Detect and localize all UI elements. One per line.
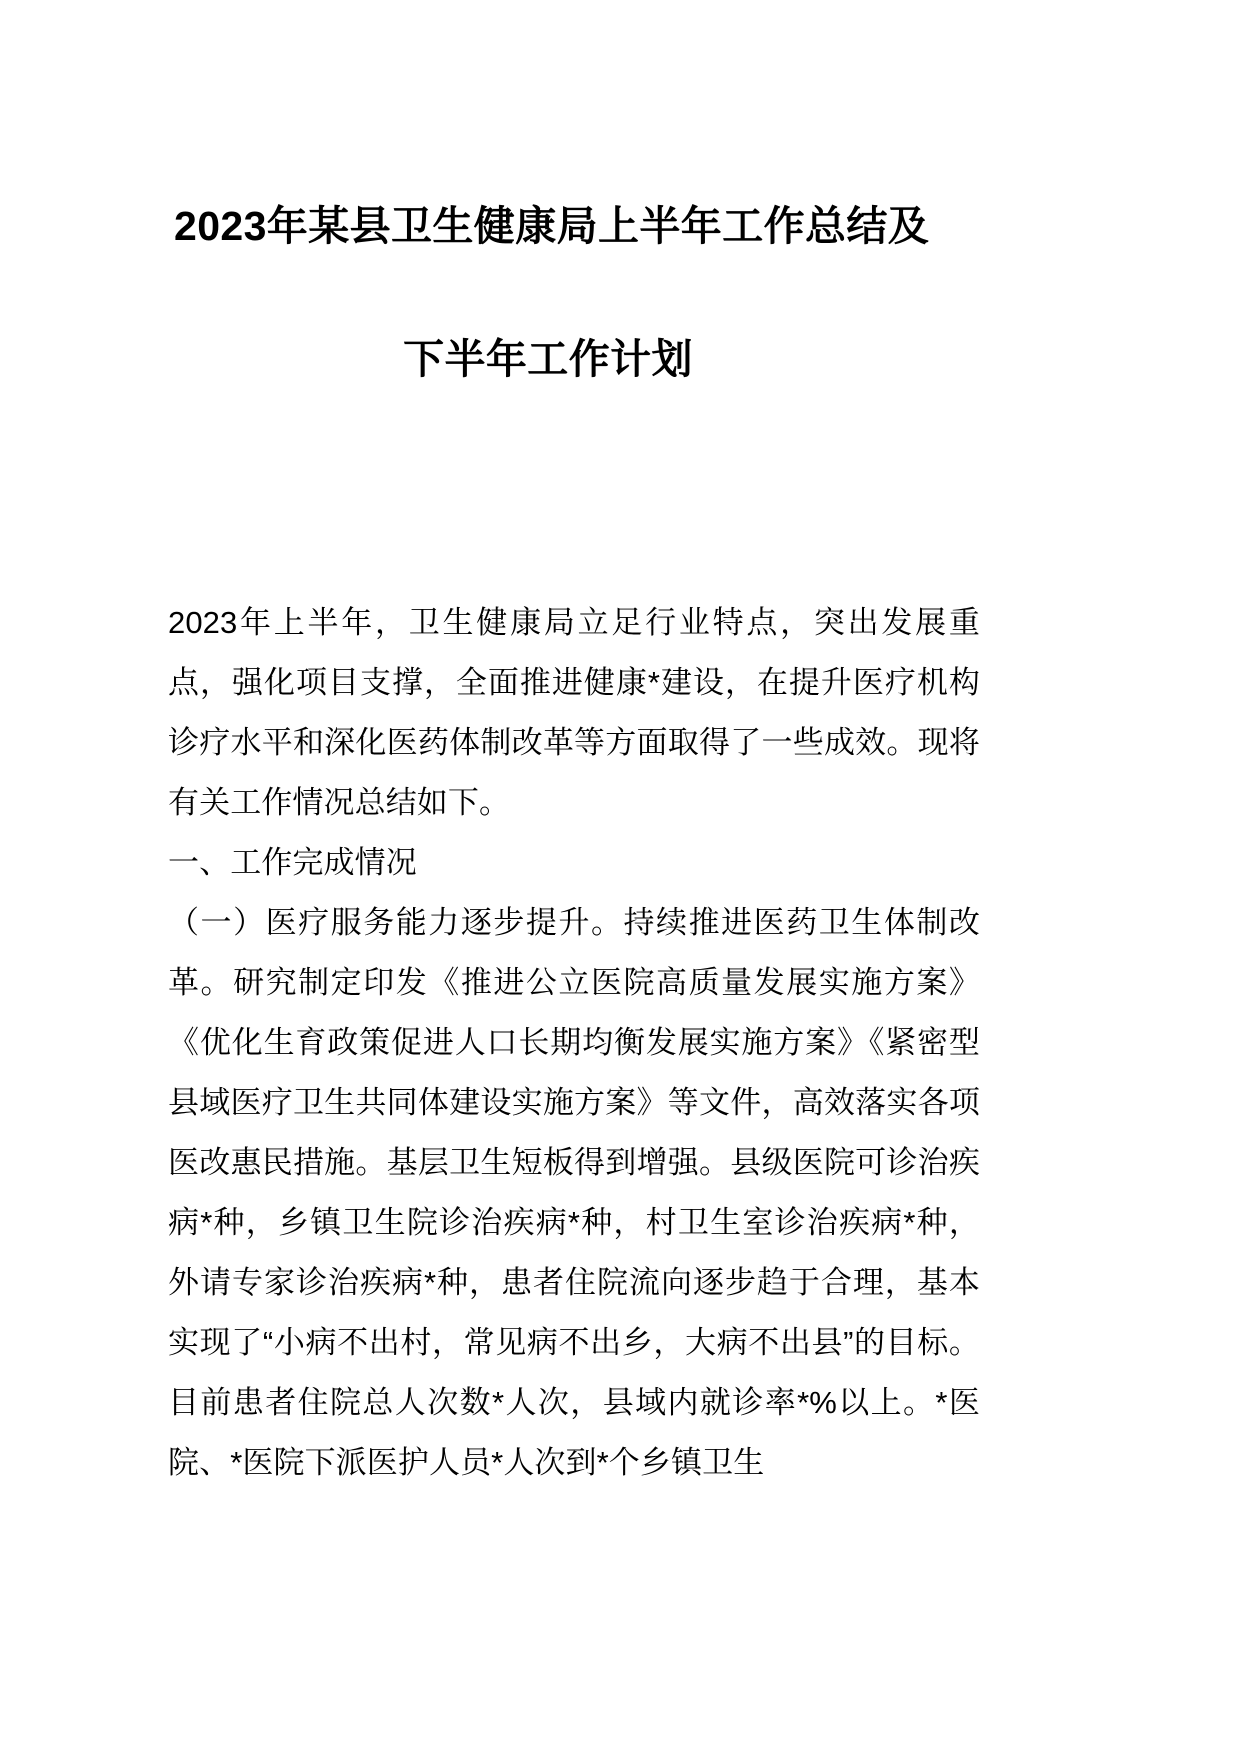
document-content: [168, 426, 980, 1493]
document-title-line-1: 2023年某县卫生健康局上半年工作总结及: [174, 203, 930, 249]
paragraph-subsection-medical-service-capacity: （一）医疗服务能力逐步提升。持续推进医药卫生体制改革。研究制定印发《推进公立医院高质量发展实施方案》《优化生育政策促进人口长期均衡发展实施方案》《紧密型县域医疗卫生共同体建设实施方案》等文件，高效落实各项医改惠民措施。基层卫生短板得到增强。县级医院可诊治疾病*种，乡镇卫生院诊治疾病*种，村卫生室诊治疾病*种，外请专家诊治疾病*种，患者住院流向逐步趋于合理，基本实现了“小病不出村，常见病不出乡，大病不出县”的目标。目前患者住院总人次数*人次，县域内就诊率*%以上。*医院、*医院下派医护人员*人次到*个乡镇卫生: [168, 905, 980, 1480]
paragraph-intro: 2023年上半年，卫生健康局立足行业特点，突出发展重点，强化项目支撑，全面推进健康*建设，在提升医疗机构诊疗水平和深化医药体制改革等方面取得了一些成效。现将有关工作情况总结如下。: [168, 605, 980, 820]
document-title-line-2: 下半年工作计划: [403, 336, 693, 382]
section-heading-work-completion: 一、工作完成情况: [168, 845, 417, 880]
document-body: [168, 0, 980, 1493]
document-title: [168, 0, 980, 426]
